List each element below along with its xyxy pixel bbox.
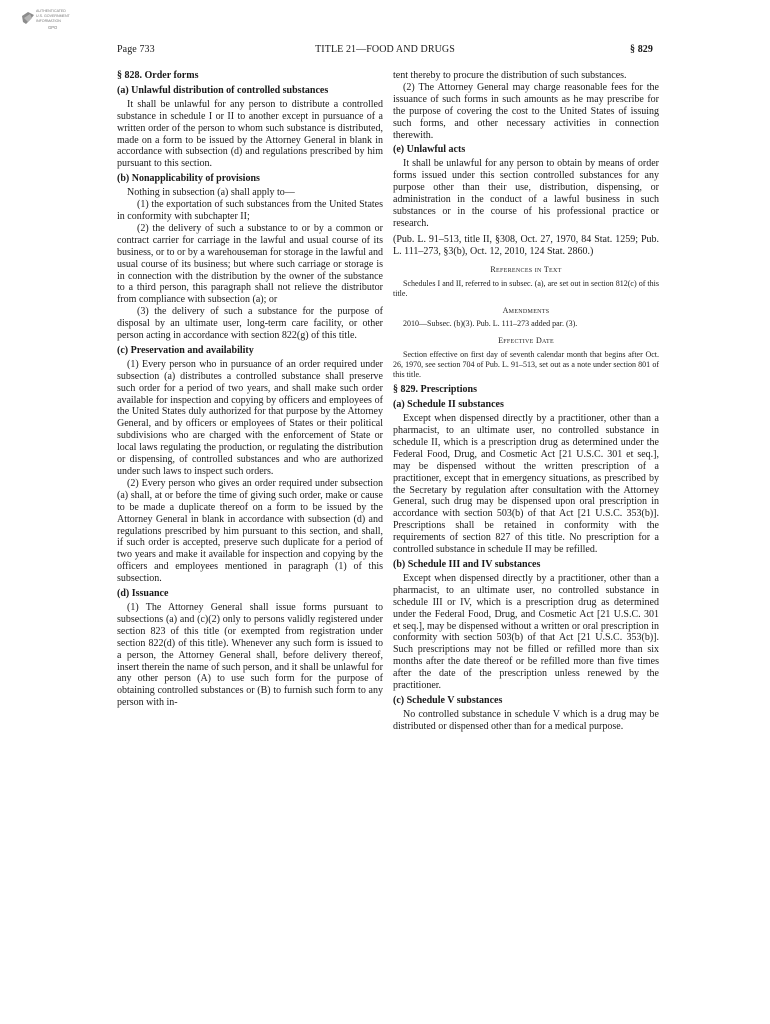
references-in-text-title: References in Text [490, 264, 562, 274]
subsec-c-heading: (c) Preservation and availability [117, 344, 254, 356]
subsec-d-para-1: (1) The Attorney General shall issue forms pursuant to subsections (a) and (c)(2) only to persons validly registered under section 823 of this title (or exempted from registration under section 822(d) of this title). Whenever any such form is issued to a person, the Attorney General shall, before delivery thereof, insert therein the name of such person, and it shall be unlawful for any other person (A) to use such form for the purpose of obtaining controlled substances or (B) to furnish such form to any person with in- [117, 601, 383, 709]
subsec-a-heading: (a) Unlawful distribution of controlled substances [117, 84, 329, 96]
running-section: § 829 [630, 44, 653, 55]
s829-subsec-a-heading: (a) Schedule II substances [393, 399, 504, 411]
subsec-a-text: It shall be unlawful for any person to distribute a controlled substance in schedule I or II to another except in pursuance of a written order of the person to whom such substance is distributed, made on a form to be issued by the Attorney General in blank in accordance with subsection (d) and regulations prescribed by him pursuant to this section. [117, 98, 383, 170]
seal-text-1: AUTHENTICATED [36, 9, 66, 13]
section-828-heading: § 828. Order forms [117, 70, 199, 81]
gpo-authentication-seal [18, 6, 80, 40]
source-citation: (Pub. L. 91–513, title II, §308, Oct. 27, 1970, 84 Stat. 1259; Pub. L. 111–273, §3(b), Oct. 12, 2010, 124 Stat. 2860.) [393, 233, 659, 257]
running-title: TITLE 21—FOOD AND DRUGS [315, 44, 455, 55]
seal-text-4: GPO [48, 25, 58, 30]
effective-date-title: Effective Date [498, 336, 554, 346]
subsec-b-para-3: (3) the delivery of such a substance for the purpose of disposal by an ultimate user, long-term care facility, or other person acting in accordance with section 822(g) of this title. [117, 306, 383, 342]
subsec-b-heading: (b) Nonapplicability of provisions [117, 173, 260, 185]
page-number: Page 733 [117, 44, 155, 55]
subsec-b-para-2: (2) the delivery of such a substance to or by a common or contract carrier for carriage in the lawful and usual course of its business, or to or by a warehouseman for storage in the lawful and usual course of its business; but where such carriage or storage is in connection with the distribution by the owner of the substance to a third person, this paragraph shall not relieve the distributor from compliance with subsection (a); or [117, 222, 383, 306]
s829-subsec-c-text: No controlled substance in schedule V which is a drug may be distributed or dispensed other than for a medical purpose. [393, 708, 659, 732]
right-column [393, 70, 659, 733]
subsec-b-intro: Nothing in subsection (a) shall apply to— [127, 187, 295, 199]
left-column [117, 70, 383, 709]
subsec-b-para-1: (1) the exportation of such substances from the United States in conformity with subchapter II; [117, 199, 383, 222]
subsec-c-para-2: (2) Every person who gives an order required under subsection (a) shall, at or before the time of giving such order, make or cause to be made a duplicate thereof on a form to be issued by the Attorney General in blank in accordance with subsection (d) and regulations prescribed by him pursuant to this section, and shall, if such order is accepted, preserve such duplicate for a period of two years and make it available for inspection and copying by the officers and employees mentioned in paragraph (1) of this subsection. [117, 477, 383, 585]
effective-date-note: Section effective on first day of seventh calendar month that begins after Oct. 26, 1970, see section 704 of Pub. L. 91–513, set out as a note under section 801 of this title. [393, 350, 659, 380]
subsec-d-para-2: (2) The Attorney General may charge reasonable fees for the issuance of such forms in such amounts as he may prescribe for the purpose of covering the cost to the United States of issuing such forms, and other necessary activities in connection therewith. [393, 81, 659, 141]
subsec-e-heading: (e) Unlawful acts [393, 144, 466, 156]
seal-text-3: INFORMATION [36, 19, 61, 23]
s829-subsec-b-text: Except when dispensed directly by a practitioner, other than a pharmacist, to an ultimate user, no controlled substance in schedule III or IV, which is a prescription drug as determined under the Federal Food, Drug, and Cosmetic Act [21 U.S.C. 301 et seq.], may be dispensed without a written or oral prescription in conformity with section 503(b) of that Act [21 U.S.C. 353(b)]. Such prescriptions may not be filled or refilled more than six months after the date thereof or be refilled more than five times after the date of the prescription unless renewed by the practitioner. [393, 572, 659, 692]
seal-text-2: U.S. GOVERNMENT [36, 14, 70, 18]
s829-subsec-b-heading: (b) Schedule III and IV substances [393, 559, 541, 570]
s829-subsec-a-text: Except when dispensed directly by a practitioner, other than a pharmacist, to an ultimate user, no controlled substance in schedule II, which is a prescription drug as determined under the Federal Food, Drug, and Cosmetic Act [21 U.S.C. 301 et seq.], may be dispensed without the written prescription of a practitioner, except that in emergency situations, as prescribed by the Secretary by regulation after consultation with the Attorney General, such drug may be dispensed upon oral prescription in accordance with section 503(b) of that Act [21 U.S.C. 353(b)]. Prescriptions shall be retained in conformity with the requirements of section 827 of this title. No prescription for a controlled substance in schedule II may be refilled. [393, 413, 659, 556]
subsec-d-heading: (d) Issuance [117, 588, 169, 600]
amendments-note: 2010—Subsec. (b)(3). Pub. L. 111–273 added par. (3). [403, 319, 578, 329]
subsec-d-para-1-continued: tent thereby to procure the distribution of such substances. [393, 70, 627, 81]
subsec-e-text: It shall be unlawful for any person to obtain by means of order forms issued under this section controlled substances for any purpose other than their use, distribution, dispensing, or administration in the conduct of a lawful business in such substances or in the course of his professional practice or research. [393, 158, 659, 229]
amendments-title: Amendments [502, 305, 550, 315]
section-829-heading: § 829. Prescriptions [393, 384, 477, 396]
subsec-c-para-1: (1) Every person who in pursuance of an order required under subsection (a) distributes a controlled substance shall preserve such order for a period of two years, and shall make such order available for inspection and copying by officers and employees of the United States duly authorized for that purpose by the Attorney General, and by officers or employees of States or their political subdivisions who are charged with the enforcement of State or local laws regulating the production, or regulating the distribution or dispensing, of controlled substances and who are authorized under such laws to inspect such orders. [117, 358, 383, 477]
s829-subsec-c-heading: (c) Schedule V substances [393, 694, 503, 706]
eagle-seal-icon [18, 6, 80, 40]
references-in-text-note: Schedules I and II, referred to in subsec. (a), are set out in section 812(c) of this title. [393, 278, 659, 298]
running-header [117, 44, 653, 60]
